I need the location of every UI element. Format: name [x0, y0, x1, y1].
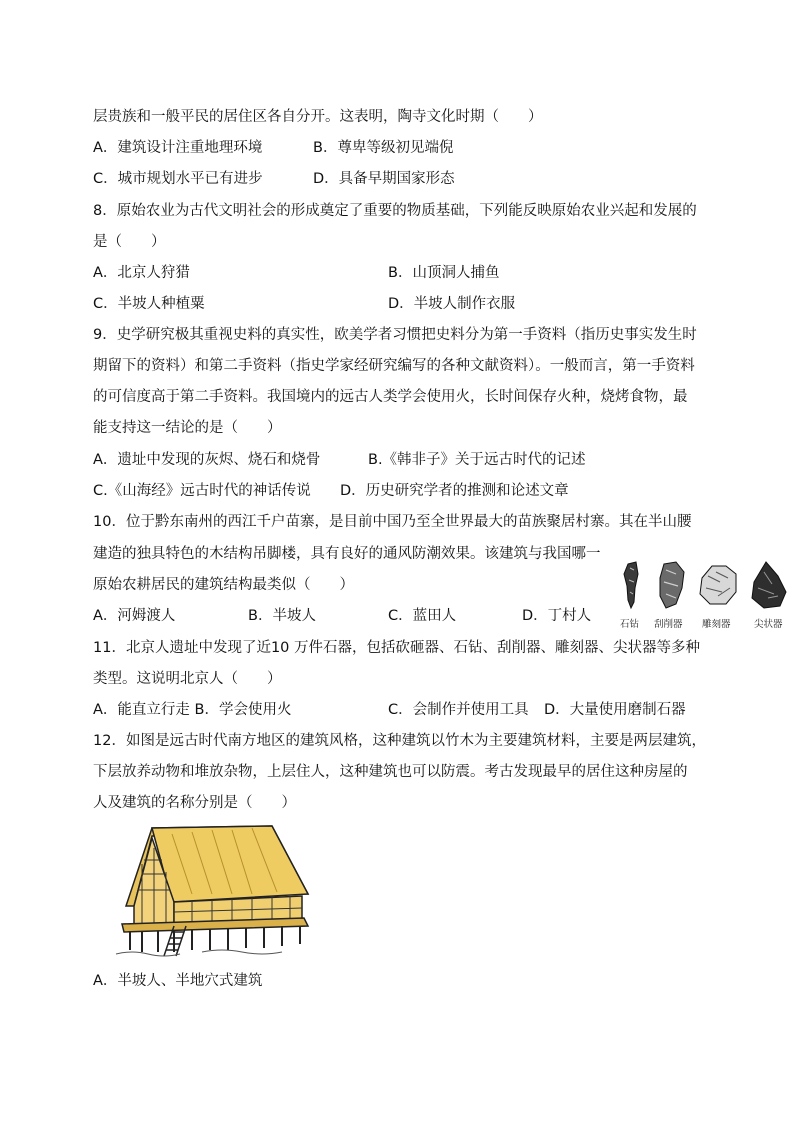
burin-icon	[700, 566, 736, 604]
point-tool-icon	[752, 562, 786, 608]
stilt-house-illustration	[112, 824, 312, 960]
q11-option-ab[interactable]: A．能直立行走 B．学会使用火	[93, 702, 292, 718]
q9-text-line-2: 期留下的资料）和第二手资料（指史学家经研究编写的各种文献资料）。一般而言，第一手资料	[93, 358, 695, 374]
q12-text-line-2: 下层放养动物和堆放杂物，上层住人，这种建筑也可以防震。考古发现最早的居住这种房屋的	[93, 764, 688, 780]
q9-option-c[interactable]: C.《山海经》远古时代的神话传说	[93, 483, 311, 499]
q11-option-d[interactable]: D．大量使用磨制石器	[544, 702, 686, 718]
q8-text-line-2: 是（ ）	[93, 234, 166, 250]
q12-text-line-3: 人及建筑的名称分别是（ ）	[93, 795, 296, 811]
tool-label-scraper: 刮削器	[654, 619, 683, 630]
q8-option-d[interactable]: D．半坡人制作衣服	[388, 296, 516, 312]
q7-text: 层贵族和一般平民的居住区各自分开。这表明，陶寺文化时期（ ）	[93, 109, 543, 125]
q9-text-line-4: 能支持这一结论的是（ ）	[93, 420, 282, 436]
q9-option-a[interactable]: A．遗址中发现的灰烬、烧石和烧骨	[93, 452, 321, 468]
q10-text-line-2: 建造的独具特色的木结构吊脚楼，具有良好的通风防潮效果。该建筑与我国哪一	[93, 546, 601, 562]
q12-text-line-1: 12．如图是远古时代南方地区的建筑风格，这种建筑以竹木为主要建筑材料，主要是两层建筑，	[93, 733, 706, 749]
tool-label-burin: 雕刻器	[702, 619, 731, 630]
q11-text-line-1: 11．北京人遗址中发现了近10 万件石器，包括砍砸器、石钻、刮削器、雕刻器、尖状器等多种	[93, 640, 701, 656]
q10-text-line-3: 原始农耕居民的建筑结构最类似（ ）	[93, 577, 354, 593]
q9-text-line-3: 的可信度高于第二手资料。我国境内的远古人类学会使用火，长时间保存火种，烧烤食物，最	[93, 389, 688, 405]
q9-option-d[interactable]: D．历史研究学者的推测和论述文章	[340, 483, 569, 499]
tool-label-drill: 石钻	[620, 619, 640, 630]
q9-option-b[interactable]: B.《韩非子》关于远古时代的记述	[368, 452, 586, 468]
q7-option-a[interactable]: A．建筑设计注重地理环境	[93, 140, 263, 156]
scraper-icon	[660, 562, 684, 608]
q8-option-b[interactable]: B．山顶洞人捕鱼	[388, 265, 500, 281]
q12-option-a[interactable]: A．半坡人、半地穴式建筑	[93, 973, 263, 989]
q10-option-b[interactable]: B．半坡人	[248, 608, 316, 624]
tool-label-point: 尖状器	[754, 619, 783, 630]
q10-option-d[interactable]: D．丁村人	[522, 608, 592, 624]
stone-tools-figure	[618, 558, 794, 630]
q8-text-line-1: 8．原始农业为古代文明社会的形成奠定了重要的物质基础，下列能反映原始农业兴起和发展的	[93, 203, 697, 219]
q9-text-line-1: 9．史学研究极其重视史料的真实性，欧美学者习惯把史料分为第一手资料（指历史事实发生时	[93, 327, 697, 343]
stone-drill-icon	[624, 562, 638, 608]
stone-tools-drawing	[618, 558, 794, 616]
q7-option-b[interactable]: B．尊卑等级初见端倪	[313, 140, 454, 156]
q11-option-c[interactable]: C．会制作并使用工具	[388, 702, 529, 718]
q10-option-c[interactable]: C．蓝田人	[388, 608, 457, 624]
q10-option-a[interactable]: A．河姆渡人	[93, 608, 176, 624]
q7-option-d[interactable]: D．具备早期国家形态	[313, 171, 455, 187]
q11-text-line-2: 类型。这说明北京人（ ）	[93, 671, 282, 687]
stilt-house-drawing	[112, 824, 312, 960]
q10-text-line-1: 10．位于黔东南州的西江千户苗寨，是目前中国乃至全世界最大的苗族聚居村寨。其在半山腰	[93, 514, 692, 530]
q7-option-c[interactable]: C．城市规划水平已有进步	[93, 171, 263, 187]
q8-option-c[interactable]: C．半坡人种植粟	[93, 296, 205, 312]
q8-option-a[interactable]: A．北京人狩猎	[93, 265, 190, 281]
